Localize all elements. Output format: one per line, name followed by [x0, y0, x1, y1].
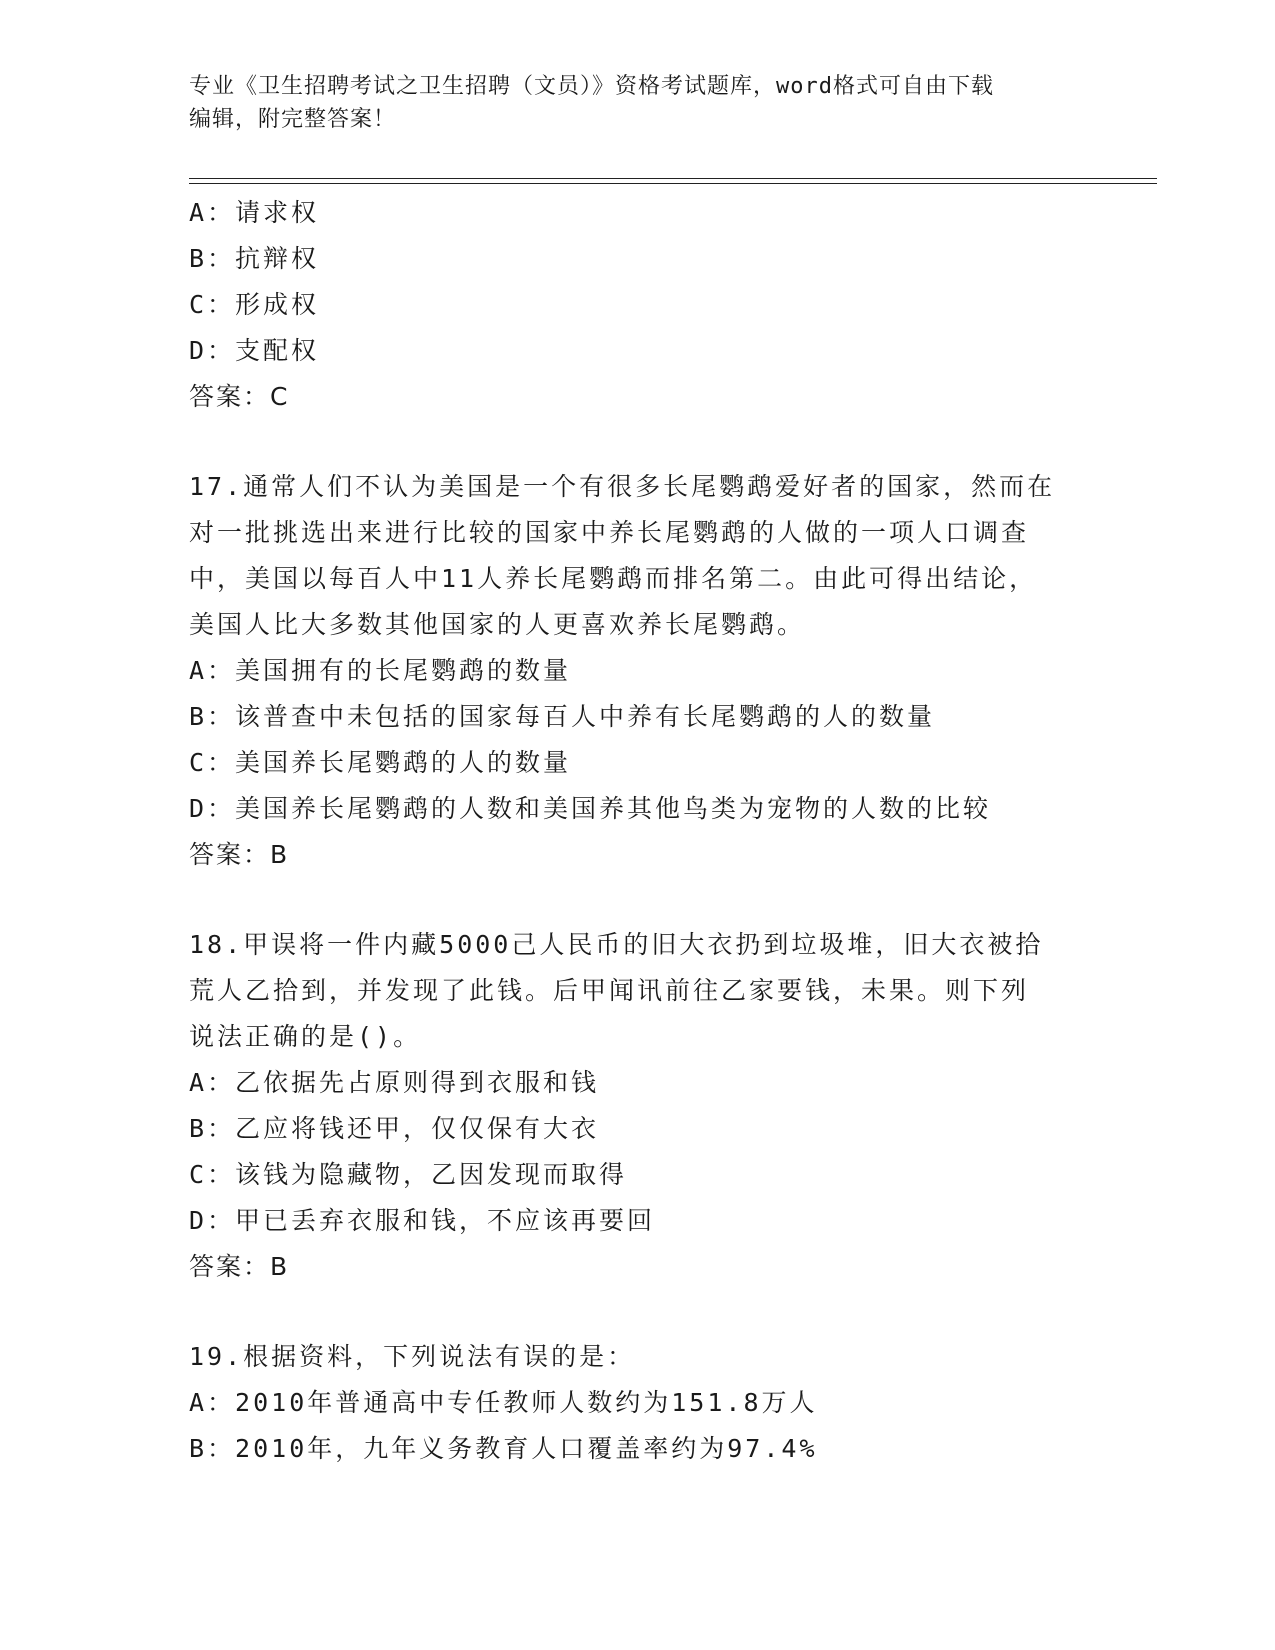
document-header	[189, 70, 1089, 136]
option-b: B：该普查中未包括的国家每百人中养有长尾鹦鹉的人的数量	[189, 702, 936, 731]
header-line-1: 专业《卫生招聘考试之卫生招聘（文员）》资格考试题库，word格式可自由下载	[189, 74, 994, 99]
question-17	[189, 464, 1109, 878]
question-stem	[189, 922, 1109, 1060]
option-c: C：美国养长尾鹦鹉的人的数量	[189, 748, 572, 777]
option-a: A：2010年普通高中专任教师人数约为151.8万人	[189, 1388, 818, 1417]
header-line-2: 编辑，附完整答案！	[189, 107, 397, 132]
option-d: D：美国养长尾鹦鹉的人数和美国养其他鸟类为宠物的人数的比较	[189, 794, 992, 823]
question-19	[189, 1334, 1109, 1472]
option-c: C：该钱为隐藏物，乙因发现而取得	[189, 1160, 628, 1189]
question-content	[189, 190, 1109, 1472]
stem-line: 说法正确的是()。	[189, 1022, 422, 1051]
option-d: D：支配权	[189, 336, 320, 365]
option-a: A：美国拥有的长尾鹦鹉的数量	[189, 656, 572, 685]
option-a: A：请求权	[189, 198, 320, 227]
question-stem	[189, 1334, 1109, 1380]
option-b: B：2010年，九年义务教育人口覆盖率约为97.4%	[189, 1434, 818, 1463]
answer: 答案：B	[189, 840, 290, 869]
stem-line: 19.根据资料，下列说法有误的是：	[189, 1342, 636, 1371]
stem-line: 17.通常人们不认为美国是一个有很多长尾鹦鹉爱好者的国家，然而在	[189, 472, 1056, 501]
header-rule-bottom	[189, 183, 1157, 184]
stem-line: 美国人比大多数其他国家的人更喜欢养长尾鹦鹉。	[189, 610, 806, 639]
question-16	[189, 190, 1109, 420]
option-b: B：抗辩权	[189, 244, 320, 273]
option-c: C：形成权	[189, 290, 320, 319]
option-a: A：乙依据先占原则得到衣服和钱	[189, 1068, 600, 1097]
stem-line: 对一批挑选出来进行比较的国家中养长尾鹦鹉的人做的一项人口调查	[189, 518, 1030, 547]
question-18	[189, 922, 1109, 1290]
header-rule-top	[189, 178, 1157, 179]
stem-line: 18.甲误将一件内藏5000己人民币的旧大衣扔到垃圾堆，旧大衣被拾	[189, 930, 1044, 959]
option-d: D：甲已丢弃衣服和钱，不应该再要回	[189, 1206, 656, 1235]
stem-line: 荒人乙拾到，并发现了此钱。后甲闻讯前往乙家要钱，未果。则下列	[189, 976, 1030, 1005]
option-b: B：乙应将钱还甲，仅仅保有大衣	[189, 1114, 600, 1143]
answer: 答案：B	[189, 1252, 290, 1281]
question-stem	[189, 464, 1109, 648]
answer: 答案：C	[189, 382, 290, 411]
stem-line: 中，美国以每百人中11人养长尾鹦鹉而排名第二。由此可得出结论，	[189, 564, 1038, 593]
